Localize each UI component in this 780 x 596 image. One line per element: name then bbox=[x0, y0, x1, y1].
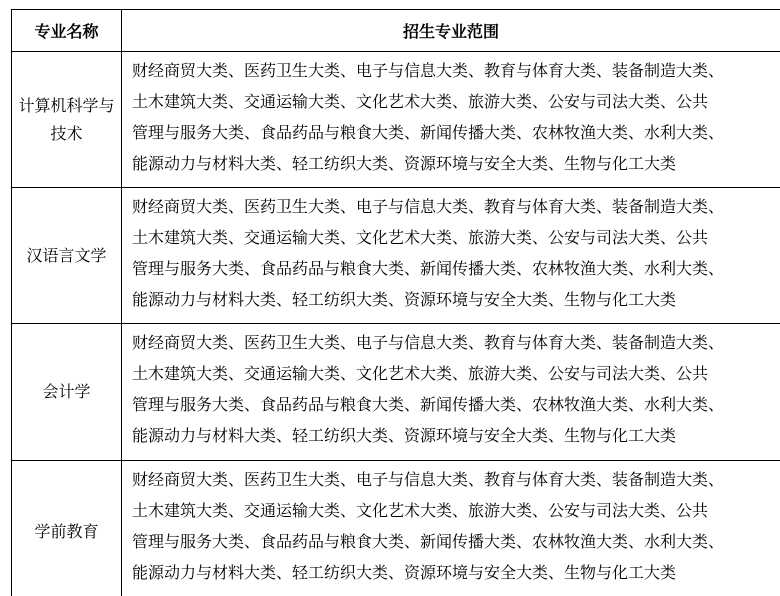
scope-line: 能源动力与材料大类、轻工纺织大类、资源环境与安全大类、生物与化工大类 bbox=[132, 426, 677, 445]
table-row bbox=[12, 461, 780, 596]
scope-line: 财经商贸大类、医药卫生大类、电子与信息大类、教育与体育大类、装备制造大类、 bbox=[132, 333, 725, 352]
header-scope: 招生专业范围 bbox=[122, 10, 780, 52]
admission-majors-table bbox=[11, 9, 780, 596]
scope-cell bbox=[122, 188, 780, 324]
scope-cell bbox=[122, 52, 780, 188]
scope-line: 能源动力与材料大类、轻工纺织大类、资源环境与安全大类、生物与化工大类 bbox=[132, 154, 677, 173]
scope-line: 管理与服务大类、食品药品与粮食大类、新闻传播大类、农林牧渔大类、水利大类、 bbox=[132, 532, 725, 551]
major-name-cell: 学前教育 bbox=[12, 461, 122, 596]
scope-line: 管理与服务大类、食品药品与粮食大类、新闻传播大类、农林牧渔大类、水利大类、 bbox=[132, 123, 725, 142]
table-row bbox=[12, 188, 780, 324]
header-major-name: 专业名称 bbox=[12, 10, 122, 52]
scope-line: 土木建筑大类、交通运输大类、文化艺术大类、旅游大类、公安与司法大类、公共 bbox=[132, 501, 709, 520]
scope-line: 管理与服务大类、食品药品与粮食大类、新闻传播大类、农林牧渔大类、水利大类、 bbox=[132, 395, 725, 414]
scope-line: 财经商贸大类、医药卫生大类、电子与信息大类、教育与体育大类、装备制造大类、 bbox=[132, 197, 725, 216]
scope-line: 能源动力与材料大类、轻工纺织大类、资源环境与安全大类、生物与化工大类 bbox=[132, 290, 677, 309]
header-row bbox=[12, 10, 780, 52]
scope-line: 管理与服务大类、食品药品与粮食大类、新闻传播大类、农林牧渔大类、水利大类、 bbox=[132, 259, 725, 278]
major-name-cell: 汉语言文学 bbox=[12, 188, 122, 324]
scope-line: 土木建筑大类、交通运输大类、文化艺术大类、旅游大类、公安与司法大类、公共 bbox=[132, 92, 709, 111]
scope-line: 能源动力与材料大类、轻工纺织大类、资源环境与安全大类、生物与化工大类 bbox=[132, 563, 677, 582]
scope-line: 财经商贸大类、医药卫生大类、电子与信息大类、教育与体育大类、装备制造大类、 bbox=[132, 470, 725, 489]
scope-line: 土木建筑大类、交通运输大类、文化艺术大类、旅游大类、公安与司法大类、公共 bbox=[132, 364, 709, 383]
scope-cell bbox=[122, 324, 780, 461]
major-name-cell: 会计学 bbox=[12, 324, 122, 461]
major-name-cell: 计算机科学与技术 bbox=[12, 52, 122, 188]
scope-cell bbox=[122, 461, 780, 596]
table-row bbox=[12, 324, 780, 461]
scope-line: 财经商贸大类、医药卫生大类、电子与信息大类、教育与体育大类、装备制造大类、 bbox=[132, 61, 725, 80]
table-row bbox=[12, 52, 780, 188]
scope-line: 土木建筑大类、交通运输大类、文化艺术大类、旅游大类、公安与司法大类、公共 bbox=[132, 228, 709, 247]
